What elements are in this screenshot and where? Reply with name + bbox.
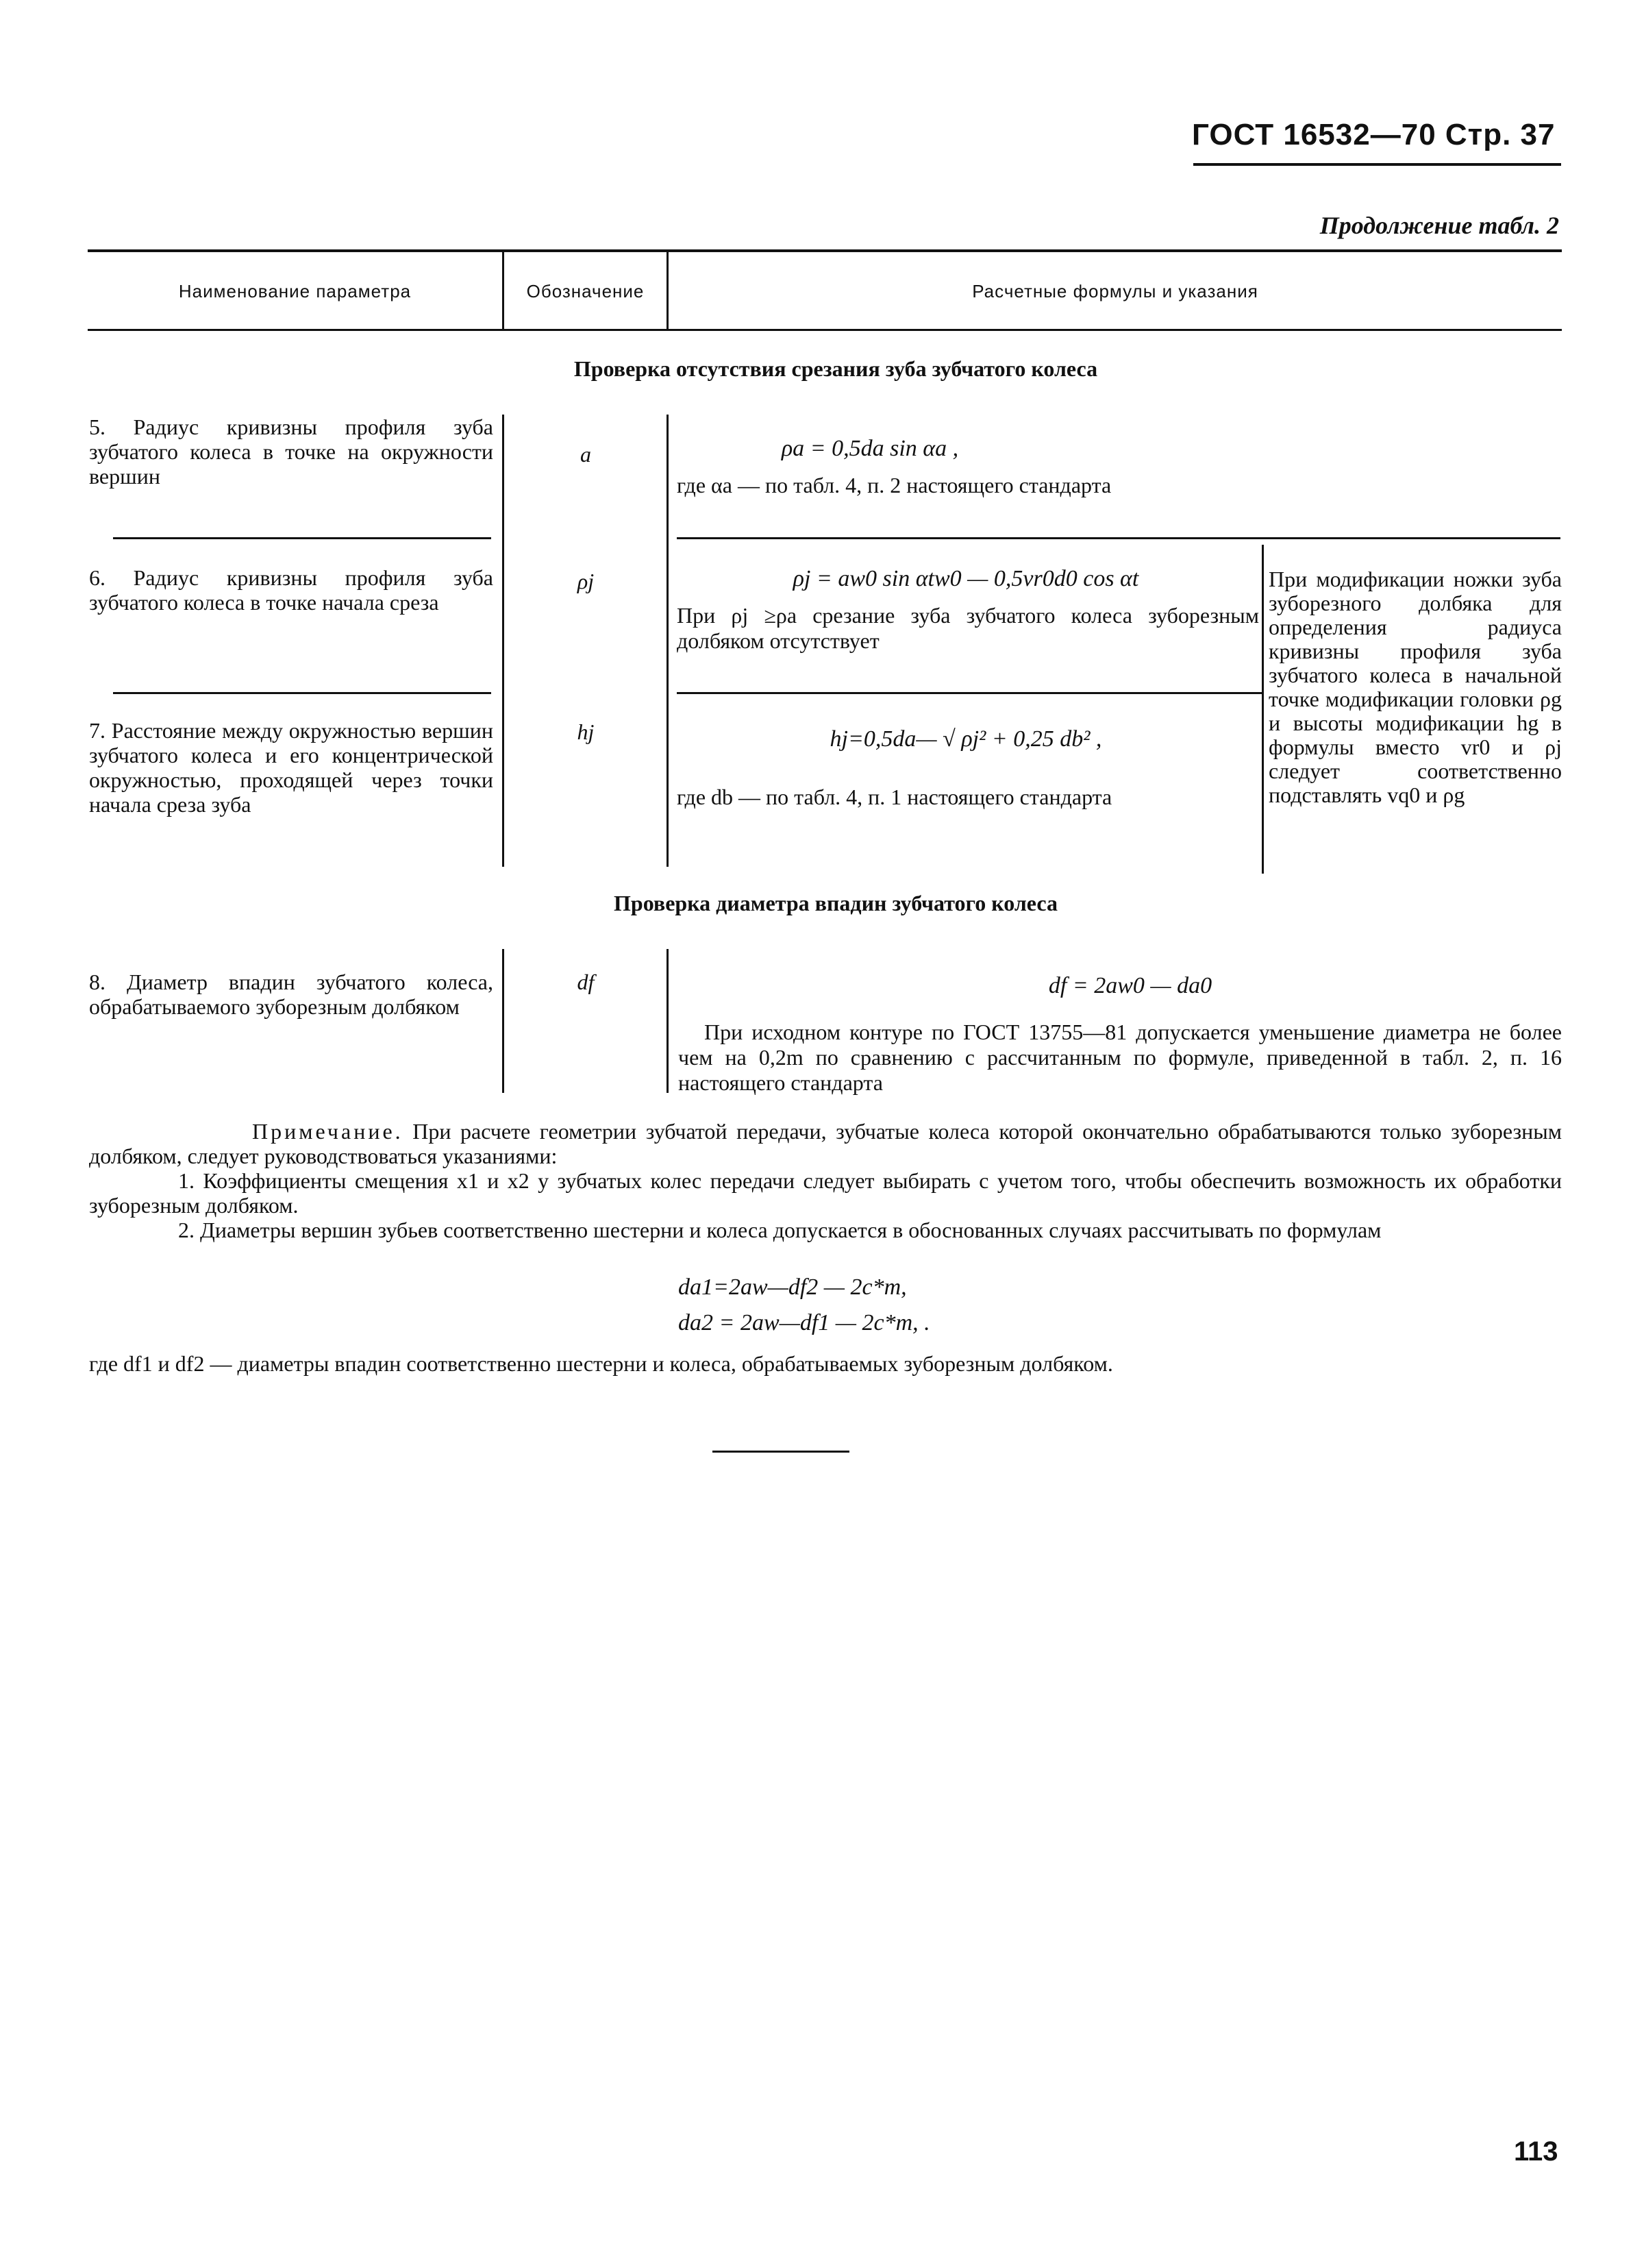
col-divider [667, 415, 669, 867]
col-divider [502, 949, 504, 1093]
col-divider [1262, 545, 1264, 874]
page-header: ГОСТ 16532—70 Стр. 37 [1192, 118, 1556, 151]
side-note: При модификации ножки зуба зуборезного долбяка для определения радиуса кривизны профиля зуба зубчатого колеса в начальной точке модификации головки ρg и высоты модификации hg в формулы вместо vr0 и ρj следует соответственно подставлять vq0 и ρg [1269, 567, 1562, 807]
note-label: Примечание. [252, 1119, 403, 1144]
note-intro [89, 1119, 1562, 1168]
end-rule [712, 1451, 849, 1453]
row-rule [113, 692, 491, 694]
col-divider [667, 949, 669, 1093]
table-row-name: 6. Радиус кривизны профиля зуба зубчатого колеса в точке начала среза [89, 565, 493, 615]
note-equation-2: da2 = 2aw—df1 — 2c*m, . [678, 1310, 930, 1335]
header-rule [1193, 163, 1561, 166]
table-row-formula: df = 2aw0 — da0 [1048, 973, 1212, 998]
table-row-formula: ρa = 0,5da sin αa , [781, 436, 959, 461]
column-header-name: Наименование параметра [178, 281, 412, 301]
table-row-text: При ρj ≥ρa срезание зуба зубчатого колеса зуборезным долбяком отсутствует [677, 603, 1259, 653]
note-tail: где df1 и df2 — диаметры впадин соответственно шестерни и колеса, обрабатываемых зуборезным долбяком. [89, 1351, 1113, 1376]
row-rule [113, 537, 491, 539]
note-intro-text: При расчете геометрии зубчатой передачи, зубчатые колеса которой окончательно обрабатываются только зуборезным долбяком, следует руководствоваться указаниями: [89, 1119, 1562, 1168]
note-equation-1: da1=2aw—df2 — 2c*m, [678, 1274, 907, 1300]
section-title: Проверка диаметра впадин зубчатого колеса [614, 891, 1058, 915]
row-rule [677, 537, 1560, 539]
table-header-rule [88, 329, 1562, 331]
section-title: Проверка отсутствия срезания зуба зубчатого колеса [573, 356, 1098, 381]
table-row-text: где αa — по табл. 4, п. 2 настоящего стандарта [677, 473, 1112, 497]
notes-block [89, 1119, 1562, 1242]
table-row-symbol: ρj [577, 569, 595, 593]
table-row-text: При исходном контуре по ГОСТ 13755—81 допускается уменьшение диаметра не более чем на 0,2m по сравнению с рассчитанным по формуле, приведенной в табл. 2, п. 16 настоящего стандарта [678, 1020, 1562, 1095]
table-continuation-label: Продолжение табл. 2 [1319, 212, 1559, 239]
table-row-symbol: hj [577, 719, 595, 744]
page-number: 113 [1514, 2136, 1558, 2167]
table-row-symbol: df [577, 970, 595, 994]
table-row-formula: hj=0,5da— √ ρj² + 0,25 db² , [830, 726, 1102, 752]
table-row-formula: ρj = aw0 sin αtw0 — 0,5vr0d0 cos αt [793, 566, 1139, 591]
column-header-formulas: Расчетные формулы и указания [972, 281, 1258, 301]
table-row-name: 8. Диаметр впадин зубчатого колеса, обрабатываемого зуборезным долбяком [89, 970, 493, 1019]
column-header-symbol: Обозначение [526, 281, 645, 301]
col-divider [502, 415, 504, 867]
table-row-name: 5. Радиус кривизны профиля зуба зубчатого колеса в точке на окружности вершин [89, 415, 493, 489]
note-item-2: 2. Диаметры вершин зубьев соответственно шестерни и колеса допускается в обоснованных случаях рассчитывать по формулам [178, 1218, 1382, 1242]
table-row-name: 7. Расстояние между окружностью вершин зубчатого колеса и его концентрической окружностью, проходящей через точки начала среза зуба [89, 718, 493, 817]
note-item-1: 1. Коэффициенты смещения x1 и x2 у зубчатых колес передачи следует выбирать с учетом того, чтобы обеспечить возможность их обработки зуборезным долбяком. [89, 1168, 1562, 1218]
table-row-text: где db — по табл. 4, п. 1 настоящего стандарта [677, 785, 1112, 809]
table-top-rule [88, 249, 1562, 252]
table-row-symbol: a [580, 442, 591, 467]
row-rule [677, 692, 1262, 694]
